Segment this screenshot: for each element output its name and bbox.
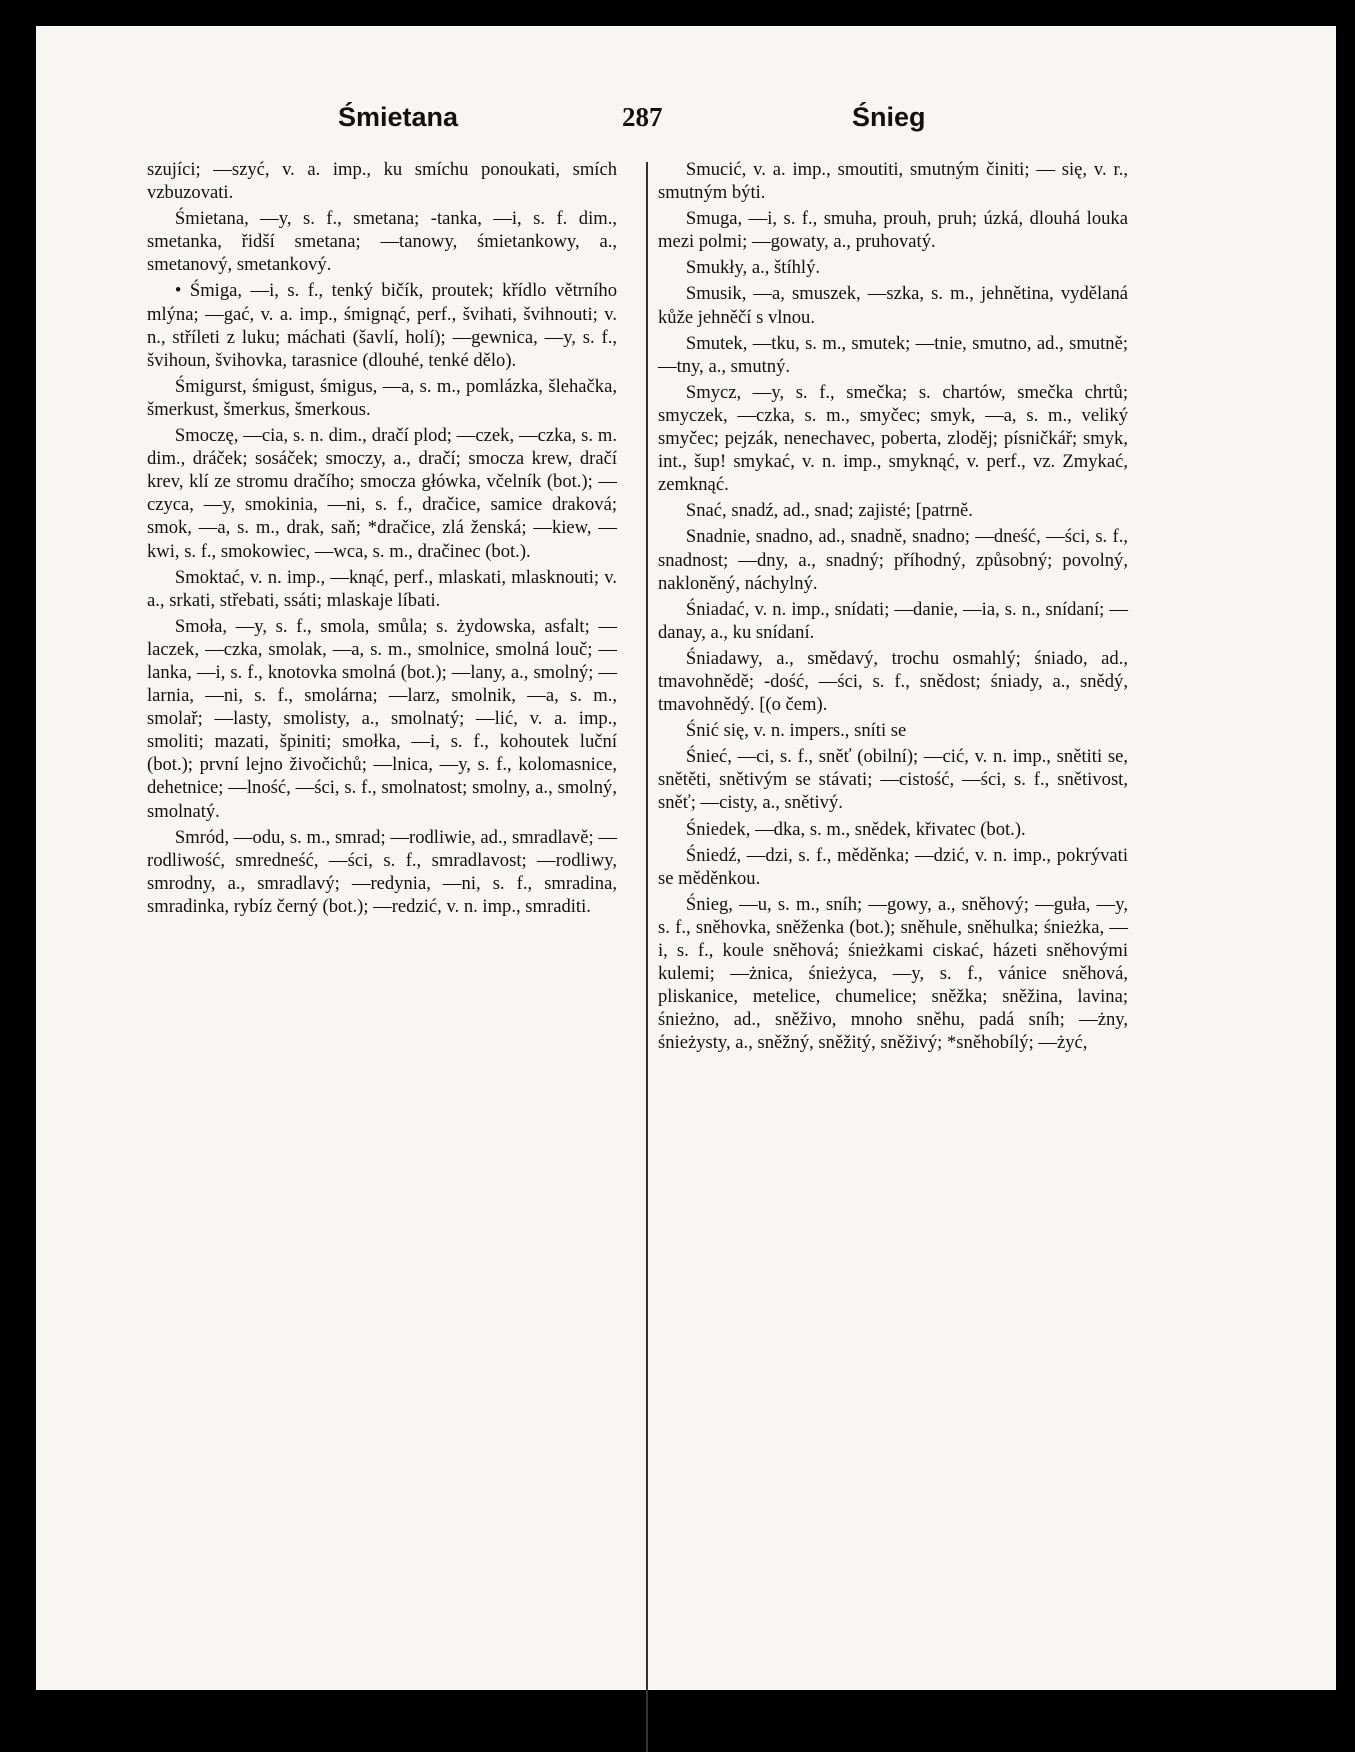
dictionary-entry: Smoktać, v. n. imp., —knąć, perf., mlaskati, mlasknouti; v. a., srkati, střebati, ssáti; mlaskaje líbati. — [147, 566, 617, 611]
dictionary-entry: Śniedź, —dzi, s. f., měděnka; —dzić, v. n. imp., pokrývati se měděnkou. — [658, 844, 1128, 889]
right-column — [658, 158, 1128, 1057]
dictionary-entry: Śmigurst, śmigust, śmigus, —a, s. m., pomlázka, šlehačka, šmerkust, šmerkus, šmerkous. — [147, 375, 617, 420]
dictionary-entry: • Śmiga, —i, s. f., tenký bičík, proutek; křídlo větrního mlýna; —gać, v. a. imp., śmignąć, perf., švihati, švihnouti; v. n., stříleti z luku; máchati (šavlí, holí); —gewnica, —y, s. f., švihoun, švihovka, tarasnice (dlouhé, tenké dělo). — [147, 280, 617, 371]
page-number: 287 — [622, 102, 663, 132]
dictionary-entry: Smuga, —i, s. f., smuha, prouh, pruh; úzká, dlouhá louka mezi polmi; —gowaty, a., pruhovatý. — [658, 208, 1128, 253]
dictionary-entry: Śniadać, v. n. imp., snídati; —danie, —ia, s. n., snídaní; —danay, a., ku snídaní. — [658, 598, 1128, 643]
dictionary-entry: Śnieć, —ci, s. f., sněť (obilní); —cić, v. n. imp., snětiti se, snětěti, snětivým se stávati; —cistość, —ści, s. f., snětivost, sněť; —cisty, a., snětivý. — [658, 746, 1128, 814]
dictionary-entry: Śmietana, —y, s. f., smetana; -tanka, —i, s. f. dim., smetanka, řidší smetana; —tanowy, śmietankowy, a., smetanový, smetankový. — [147, 208, 617, 276]
dictionary-entry: Smycz, —y, s. f., smečka; s. chartów, smečka chrtů; smyczek, —czka, s. m., smyčec; smyk, —a, s. m., veliký smyčec; pejzák, nenechavec, poberta, zloděj; písničkář; smyk, int., šup! smykać, v. n. imp., smyknąć, v. perf., vz. Zmykać, zemknąć. — [658, 381, 1128, 496]
dictionary-entry: szujíci; —szyć, v. a. imp., ku smíchu ponoukati, smích vzbuzovati. — [147, 159, 617, 204]
left-column — [147, 158, 617, 921]
left-headword: Śmietana — [338, 102, 459, 132]
dictionary-entry: Smoła, —y, s. f., smola, smůla; s. żydowska, asfalt; —laczek, —czka, smolak, —a, s. m., smolnice, smolná louč; —lanka, —i, s. f., knotovka smolná (bot.); —lany, a., smolný; —larnia, —ni, s. f., smolárna; —larz, smolnik, —a, s. m., smolař; —lasty, smolisty, a., smolnatý; —lić, v. a. imp., smoliti; mazati, špiniti; smołka, —i, s. f., kohoutek luční (bot.); první lejno živočichů; —lnica, —y, s. f., kolomasnice, dehetnice; —lność, —ści, s. f., smolnatost; smolny, a., smolný, smolnatý. — [147, 615, 617, 822]
dictionary-entry: Smoczę, —cia, s. n. dim., dračí plod; —czek, —czka, s. m. dim., dráček; sosáček; smoczy, a., dračí; smocza krew, dračí krev, klí ze stromu dračího; smocza główka, včelník (bot.); —czyca, —y, smokinia, —ni, s. f., dračice, samice draková; smok, —a, s. m., drak, saň; *dračice, zlá ženská; —kiew, —kwi, s. f., smokowiec, —wca, s. m., dračinec (bot.). — [147, 425, 617, 562]
dictionary-entry: Śnić się, v. n. impers., sníti se — [685, 720, 907, 742]
page-header — [36, 102, 1336, 142]
dictionary-entry: Snadnie, snadno, ad., snadně, snadno; —dneść, —ści, s. f., snadnost; —dny, a., snadný; příhodný, způsobný; povolný, nakloněný, náchylný. — [658, 526, 1128, 594]
dictionary-entry: Smukły, a., štíhlý. — [685, 257, 821, 279]
dictionary-entry: Śniedek, —dka, s. m., snědek, křivatec (bot.). — [685, 818, 1026, 840]
column-divider — [646, 162, 648, 1752]
dictionary-page — [36, 26, 1336, 1690]
dictionary-entry: Snać, snadź, ad., snad; zajisté; [patrně. — [685, 500, 973, 522]
dictionary-entry: Smutek, —tku, s. m., smutek; —tnie, smutno, ad., smutně; —tny, a., smutný. — [658, 332, 1128, 377]
dictionary-entry: Smusik, —a, smuszek, —szka, s. m., jehnětina, vydělaná kůže jehněčí s vlnou. — [658, 283, 1128, 328]
dictionary-entry: Śniadawy, a., smědavý, trochu osmahlý; śniado, ad., tmavohnědě; -dość, —ści, s. f., snědost; śniady, a., snědý, tmavohnědý. [(o čem). — [658, 647, 1128, 716]
dictionary-entry: Smucić, v. a. imp., smoutiti, smutným činiti; — się, v. r., smutným býti. — [658, 159, 1128, 204]
dictionary-entry: Śnieg, —u, s. m., sníh; —gowy, a., sněhový; —guła, —y, s. f., sněhovka, sněženka (bot.); sněhule, sněhulka; śnieżka, —i, s. f., koule sněhová; śnieżkami ciskać, házeti sněhovými kulemi; —żnica, śnieżyca, —y, s. f., vánice sněhová, pliskanice, metelice, chumelice; sněžka; sněžina, lavina; śnieżno, ad., sněživo, mnoho sněhu, padá sníh; —żny, śnieżysty, a., sněžný, sněžitý, sněživý; *sněhobílý; —żyć, — [658, 893, 1128, 1054]
dictionary-entry: Smród, —odu, s. m., smrad; —rodliwie, ad., smradlavě; —rodliwość, smredneść, —ści, s. f., smradlavost; —rodliwy, smrodny, a., smradlavý; —redynia, —ni, s. f., smradina, smradinka, rybíz černý (bot.); —redzić, v. n. imp., smraditi. — [147, 826, 617, 917]
right-headword: Śnieg — [852, 102, 926, 132]
